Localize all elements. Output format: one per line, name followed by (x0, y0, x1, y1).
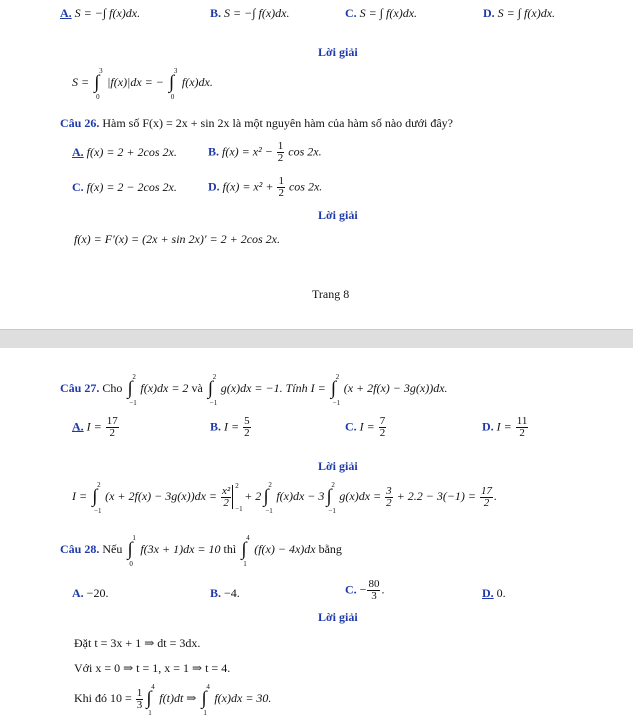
solution-heading: Lời giải (318, 45, 358, 59)
fraction: $\frac{7}{2}$ (379, 415, 386, 439)
answer-label: C. (345, 582, 357, 597)
q26-answer-c (72, 180, 177, 195)
ask: (f(x) − 4x)dx (254, 541, 316, 556)
q26-solution: f(x) = F′(x) = (2x + sin 2x)′ = 2 + 2cos 2x. (74, 232, 281, 246)
question-word: Nếu (102, 541, 123, 556)
answer-expr: S = ∫ f(x)dx. (497, 6, 556, 20)
question-text: Hàm số F(x) = 2x + sin 2x là một nguyên hàm của hàm số nào dưới đây? (102, 116, 454, 130)
answer-expr: f(x) = 2 − 2cos 2x. (86, 180, 177, 194)
solution-heading: Lời giải (318, 208, 358, 222)
fraction: $\frac{80}{3}$ (368, 578, 380, 602)
integral-sign: ∫ 2 −1 (330, 373, 341, 407)
prev-answer-c (345, 6, 417, 21)
solution-heading: Lời giải (318, 610, 358, 624)
answer-expr-pre: f(x) = x² + (222, 179, 274, 194)
integral-sign: ∫ 4 1 (146, 683, 155, 717)
q26-answer-b (208, 141, 322, 164)
fraction: $\frac{17}{2}$ (481, 484, 493, 509)
answer-expr-pre: I = (86, 419, 102, 434)
ask-body: (x + 2f(x) − 3g(x))dx. (343, 380, 448, 395)
answer-label: B. (210, 6, 222, 20)
fraction: $\frac{17}{2}$ (106, 415, 118, 439)
integral-sign: ∫ 4 1 (201, 683, 210, 717)
prev-answer-a (60, 6, 140, 21)
answer-expr: 0. (496, 586, 506, 600)
solution-part: (x + 2f(x) − 3g(x))dx = (105, 488, 218, 503)
solution-part: I = (72, 488, 88, 503)
page-9 (0, 348, 633, 716)
prev-solution-rhs: f(x)dx. (181, 74, 213, 89)
answer-label: D. (483, 6, 495, 20)
question-number: Câu 28. (60, 541, 100, 556)
answer-expr: S = −∫ f(x)dx. (74, 6, 141, 20)
fraction: $\frac{1}{2}$ (277, 140, 284, 164)
solution-part: + 2.2 − 3(−1) = (396, 488, 477, 503)
answer-expr-pre: f(x) = x² − (222, 144, 273, 159)
answer-label: A. (72, 145, 84, 159)
q26-answer-d (208, 176, 322, 199)
integral-sign: ∫ 4 1 (241, 534, 250, 568)
question-27 (60, 373, 448, 407)
answer-expr: f(x) = 2 + 2cos 2x. (86, 145, 177, 159)
solution-heading: Lời giải (318, 459, 358, 473)
q28-answer-c: C. − $\frac{80}{3}$ . (345, 578, 385, 602)
fraction: $\frac{3}{2}$ (386, 484, 392, 509)
prev-answer-d (483, 6, 555, 21)
prev-solution-mid: |f(x)|dx = − (107, 74, 164, 89)
q28-solution-line-3 (74, 683, 272, 717)
given-2: g(x)dx = −1. Tính (220, 380, 308, 395)
answer-expr-pre: I = (359, 419, 375, 434)
q28-solution-line-1: Đặt t = 3x + 1 ⇒ dt = 3dx. (74, 636, 201, 650)
q28-answer-b (210, 586, 240, 601)
question-number: Câu 27. (60, 380, 100, 395)
q27-answer-c (345, 416, 387, 439)
question-28 (60, 534, 342, 568)
answer-label: B. (210, 419, 222, 434)
prev-solution-lhs: S = (72, 74, 90, 89)
q28-answer-a (72, 586, 108, 601)
prev-solution (72, 67, 213, 101)
answer-label: D. (482, 586, 494, 600)
fraction: $\frac{1}{3}$ (136, 686, 143, 711)
answer-label: C. (72, 180, 84, 194)
given: f(3x + 1)dx = 10 (140, 541, 221, 556)
answer-expr-pre: I = (496, 419, 512, 434)
page-footer: Trang 8 (312, 287, 350, 301)
q27-answer-b (210, 416, 252, 439)
evaluation-bar: 2 −1 (232, 485, 241, 509)
answer-expr: −4. (224, 586, 240, 600)
prev-answer-b (210, 6, 289, 21)
answer-expr-pre: I = (224, 419, 240, 434)
fraction: $\frac{11}{2}$ (516, 415, 528, 439)
integral-sign: ∫ 1 0 (127, 534, 136, 568)
answer-expr: −20. (86, 586, 109, 600)
fraction: $\frac{1}{2}$ (278, 175, 284, 199)
answer-label: C. (345, 419, 357, 434)
answer-label: A. (60, 6, 72, 20)
integral-sign: ∫ 2 −1 (127, 373, 137, 407)
answer-label: A. (72, 586, 84, 600)
answer-expr-post: cos 2x. (288, 179, 323, 194)
fraction: $\frac{5}{2}$ (244, 415, 250, 439)
page-8 (0, 0, 633, 329)
integral-sign: ∫ 2 −1 (326, 481, 336, 515)
given-1: f(x)dx = 2 (140, 380, 189, 395)
answer-expr-pre: − (359, 582, 367, 597)
question-number: Câu 26. (60, 116, 100, 130)
q26-answer-a (72, 145, 177, 160)
solution-part: f(x)dx = 30. (214, 690, 272, 705)
answer-expr: S = −∫ f(x)dx. (224, 6, 290, 20)
ask-lhs: I = (310, 380, 326, 395)
integral-sign: ∫ 2 −1 (263, 481, 273, 515)
q27-answer-d (482, 416, 529, 439)
answer-expr: S = ∫ f(x)dx. (359, 6, 418, 20)
integral-sign: ∫ 2 −1 (92, 481, 102, 515)
integral-sign: ∫ 3 0 (94, 67, 103, 101)
answer-label: B. (208, 144, 220, 159)
question-word: bằng (318, 541, 342, 556)
solution-part: Khi đó 10 = (74, 690, 132, 705)
answer-label: A. (72, 419, 84, 434)
q28-answer-d (482, 586, 506, 601)
solution-part: + 2 (244, 488, 262, 503)
fraction: $\frac{\text{x²}}{2}$ (222, 484, 231, 509)
q28-solution-line-2: Với x = 0 ⇒ t = 1, x = 1 ⇒ t = 4. (74, 661, 231, 675)
answer-label: C. (345, 6, 357, 20)
question-word: thì (223, 541, 237, 556)
integral-sign: ∫ 3 0 (168, 67, 178, 101)
solution-part: f(x)dx − 3 (276, 488, 325, 503)
q27-solution: I = ∫ 2 −1 (x + 2f(x) − 3g(x))dx = $\frac{\text{x²}}{2}$ 2 −1 + 2 ∫ 2 −1 f(x)dx − 3 ∫ 2 −1 g(x)dx = $\frac{3}{2}$ + 2.2 − 3(−1) = $\frac{17}{2}$ . (72, 481, 498, 515)
answer-label: D. (482, 419, 494, 434)
question-word: và (191, 380, 203, 395)
integral-sign: ∫ 2 −1 (207, 373, 218, 407)
question-26 (60, 116, 453, 131)
answer-label: D. (208, 179, 220, 194)
page-separator (0, 329, 633, 349)
answer-label: B. (210, 586, 222, 600)
solution-part: f(t)dt ⇒ (159, 690, 197, 705)
solution-part: g(x)dx = (339, 488, 382, 503)
q27-answer-a (72, 416, 120, 439)
question-word: Cho (102, 380, 123, 395)
answer-expr-post: cos 2x. (288, 144, 322, 159)
